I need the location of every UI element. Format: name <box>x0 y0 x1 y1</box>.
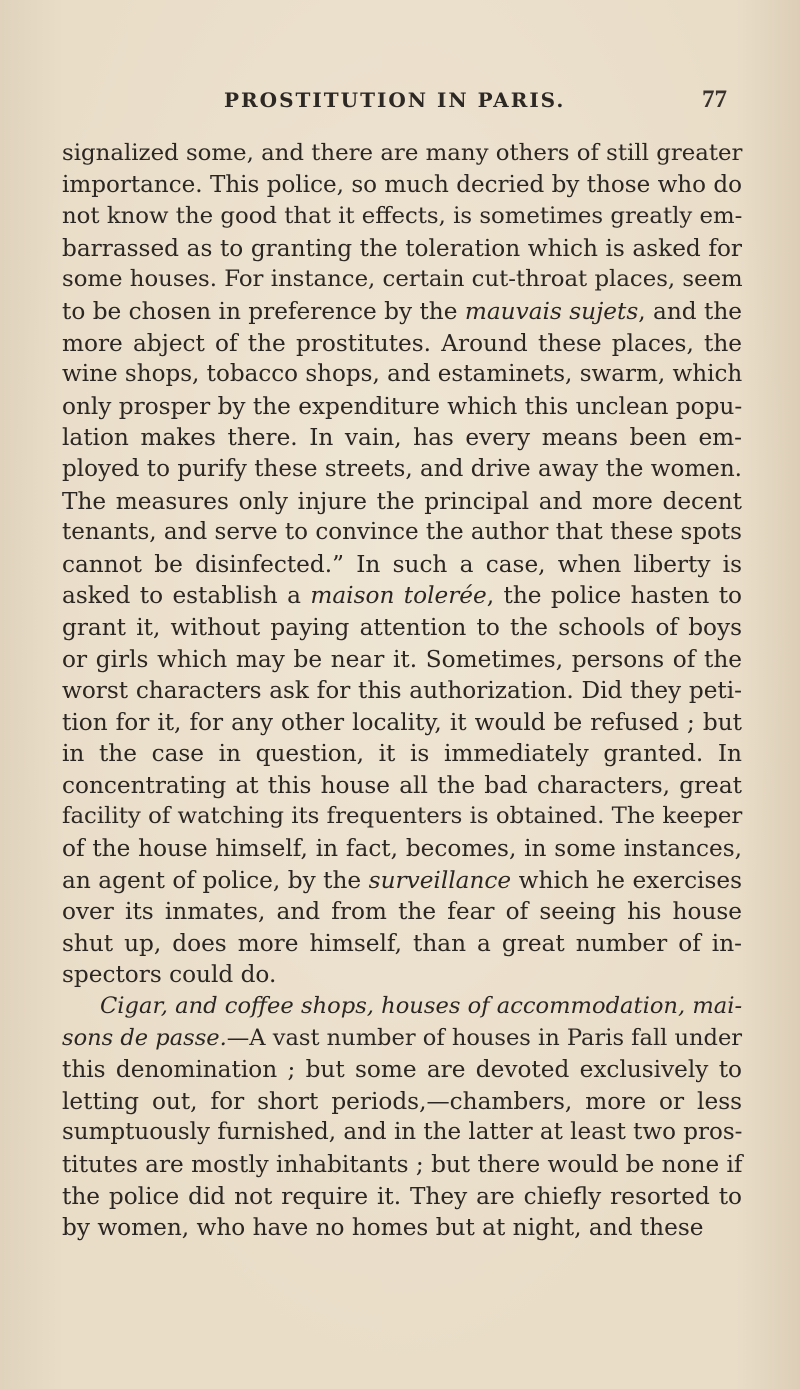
text-segment: cannot be disinfected.” In such a case, when liberty is <box>62 550 742 578</box>
text-segment: worst characters ask for this authorization. Did they peti- <box>62 677 742 705</box>
text-segment: only prosper by the expenditure which this unclean popu- <box>62 392 743 420</box>
text-segment: spectors could do. <box>62 961 277 989</box>
text-segment: the police did not require it. They are chiefly resorted to <box>62 1182 742 1210</box>
text-segment: to be chosen in preference by the <box>62 297 465 325</box>
text-segment: in the case in question, it is immediately granted. In <box>62 740 742 768</box>
text-line <box>62 170 742 202</box>
text-line <box>62 928 742 960</box>
text-segment: or girls which may be near it. Sometimes, persons of the <box>62 645 742 673</box>
text-segment: of the house himself, in fact, becomes, in some instances, <box>62 835 742 863</box>
text-segment: ployed to purify these streets, and drive away the women. <box>62 455 742 482</box>
text-line <box>62 549 742 581</box>
text-segment: which he exercises <box>511 866 742 894</box>
text-line <box>62 201 742 233</box>
italic-text: mauvais sujets <box>464 297 639 325</box>
text-line <box>62 517 742 549</box>
text-line <box>62 612 742 644</box>
text-line <box>62 1117 742 1149</box>
text-line <box>62 896 742 928</box>
text-line <box>62 1023 742 1055</box>
text-segment: shut up, does more himself, than a great number of in- <box>62 929 742 957</box>
text-segment: more abject of the prostitutes. Around these places, the <box>62 329 742 357</box>
text-segment: sumptuously furnished, and in the latter at least two pros- <box>62 1119 743 1146</box>
text-line <box>62 707 742 739</box>
text-line <box>62 675 742 707</box>
text-segment: some houses. For instance, certain cut-throat places, seem <box>62 266 743 293</box>
text-line <box>62 991 742 1023</box>
text-segment: importance. This police, so much decried by those who do <box>62 171 742 198</box>
text-segment: by women, who have no homes but at night, and these <box>62 1214 704 1242</box>
text-line <box>62 865 742 897</box>
text-segment: this denomination ; but some are devoted exclusively to <box>62 1056 742 1084</box>
text-segment: titutes are mostly inhabitants ; but there would be none if <box>62 1151 743 1178</box>
text-line <box>62 1212 742 1244</box>
italic-text: Cigar, and coffee shops, houses of accommodation, mai- <box>100 993 743 1020</box>
text-line <box>62 1181 742 1213</box>
text-segment: , and the <box>638 297 743 325</box>
text-line <box>62 454 742 486</box>
text-line <box>62 738 742 770</box>
text-segment: letting out, for short periods,—chambers, more or less <box>62 1087 742 1115</box>
text-segment: over its inmates, and from the fear of seeing his house <box>62 898 742 926</box>
text-segment: not know the good that it effects, is sometimes greatly em- <box>62 203 743 230</box>
text-line <box>62 1149 742 1181</box>
text-segment: grant it, without paying attention to the schools of boys <box>62 613 742 641</box>
page-header <box>0 82 800 122</box>
text-line <box>62 391 742 423</box>
text-line <box>62 644 742 676</box>
text-line <box>62 422 742 454</box>
text-segment: tion for it, for any other locality, it would be refused ; but <box>62 708 742 736</box>
italic-text: sons de passe. <box>62 1024 227 1051</box>
text-line <box>62 264 742 296</box>
text-segment: barrassed as to granting the toleration which is asked for <box>62 234 742 262</box>
italic-text: surveillance <box>368 866 512 894</box>
text-segment: an agent of police, by the <box>62 866 369 894</box>
text-line <box>62 770 742 802</box>
text-segment: wine shops, tobacco shops, and estaminets, swarm, which <box>62 361 743 388</box>
running-head: PROSTITUTION IN PARIS. <box>224 88 566 112</box>
text-segment: signalized some, and there are many others of still greater <box>62 140 743 166</box>
text-line <box>62 138 742 170</box>
text-line <box>62 296 742 328</box>
text-segment: asked to establish a <box>62 582 311 610</box>
text-line <box>62 801 742 833</box>
text-line <box>62 833 742 865</box>
text-line <box>62 486 742 518</box>
text-line <box>62 359 742 391</box>
italic-text: maison tolerée <box>310 582 487 610</box>
text-segment: concentrating at this house all the bad characters, great <box>62 771 742 799</box>
text-segment: facility of watching its frequenters is obtained. The keeper <box>62 803 743 830</box>
text-line <box>62 580 742 612</box>
text-line <box>62 233 742 265</box>
text-line <box>62 1054 742 1086</box>
body-text <box>62 138 742 1244</box>
text-segment: The measures only injure the principal and more decent <box>62 487 742 515</box>
text-segment: —A vast number of houses in Paris fall under <box>226 1024 743 1051</box>
text-line <box>62 328 742 360</box>
text-line <box>62 959 742 991</box>
text-segment: lation makes there. In vain, has every means been em- <box>62 424 742 452</box>
text-segment: tenants, and serve to convince the author that these spots <box>62 519 742 546</box>
text-line <box>62 1086 742 1118</box>
text-segment: , the police hasten to <box>486 582 742 610</box>
page-number: 77 <box>702 86 727 113</box>
